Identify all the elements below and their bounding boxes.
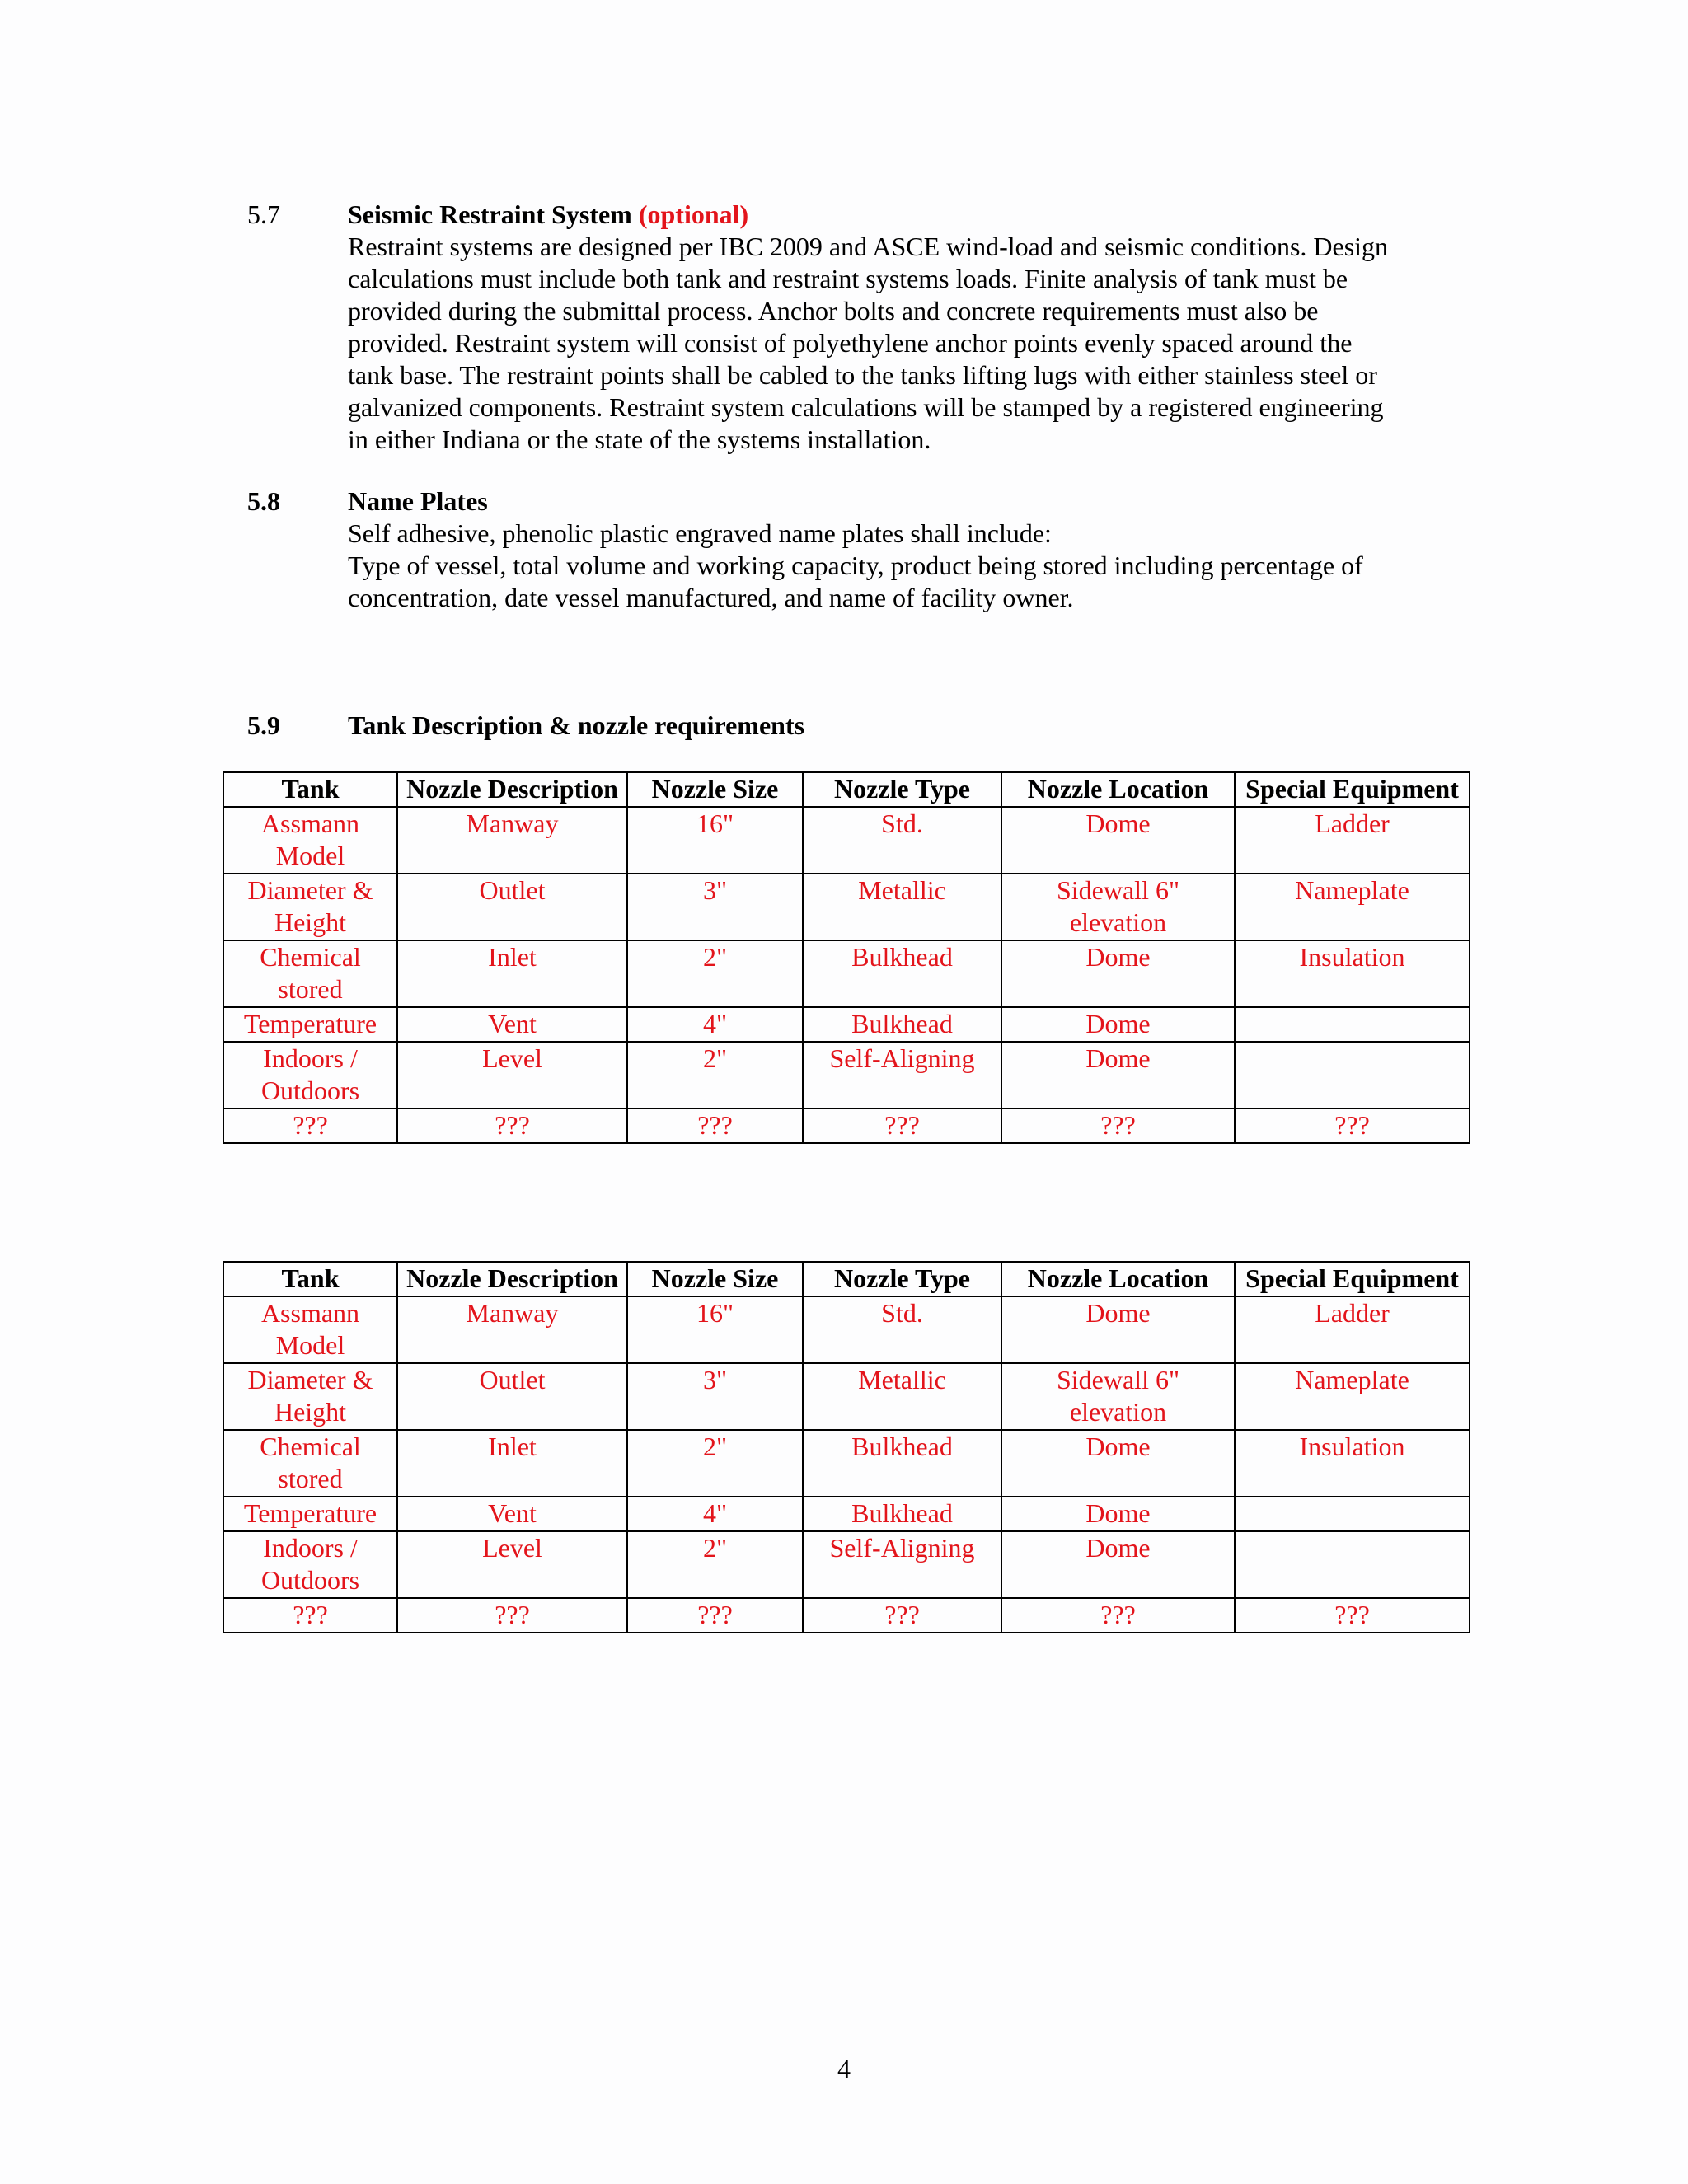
table-cell: ??? <box>803 1598 1001 1633</box>
nozzle-table-2 <box>223 1261 1470 1633</box>
header-nozzle-location: Nozzle Location <box>1001 772 1235 807</box>
table-cell: Dome <box>1001 1296 1235 1363</box>
header-nozzle-size: Nozzle Size <box>627 772 803 807</box>
header-nozzle-description: Nozzle Description <box>397 772 627 807</box>
table-cell: Level <box>397 1531 627 1598</box>
header-nozzle-type: Nozzle Type <box>803 1262 1001 1296</box>
table-row <box>223 1531 1470 1598</box>
table-cell: ??? <box>397 1108 627 1143</box>
table-cell: Inlet <box>397 940 627 1007</box>
table-cell: ??? <box>803 1108 1001 1143</box>
table-row <box>223 1007 1470 1042</box>
section-body <box>348 710 1452 742</box>
table-cell: Bulkhead <box>803 1430 1001 1497</box>
table-cell: Diameter & Height <box>223 1363 397 1430</box>
table-cell: Dome <box>1001 1531 1235 1598</box>
table-cell: Dome <box>1001 1042 1235 1108</box>
paragraph-line: tank base. The restraint points shall be cabled to the tanks lifting lugs with either stainless steel or <box>348 360 1377 390</box>
table-cell: ??? <box>1001 1108 1235 1143</box>
table-cell: Temperature <box>223 1497 397 1531</box>
header-tank: Tank <box>223 1262 397 1296</box>
table-row <box>223 1042 1470 1108</box>
table-row <box>223 1363 1470 1430</box>
section-number: 5.7 <box>247 199 280 229</box>
table-cell: Outlet <box>397 874 627 940</box>
table-cell: 16" <box>627 807 803 874</box>
optional-tag: (optional) <box>638 199 749 229</box>
paragraph-line: provided during the submittal process. Anchor bolts and concrete requirements must also be <box>348 296 1319 326</box>
table-cell: Indoors / Outdoors <box>223 1531 397 1598</box>
table-cell: Metallic <box>803 874 1001 940</box>
header-special-equipment: Special Equipment <box>1235 772 1470 807</box>
section-number: 5.8 <box>247 486 280 516</box>
table-cell: Diameter & Height <box>223 874 397 940</box>
table-cell: Nameplate <box>1235 874 1470 940</box>
table-cell: Temperature <box>223 1007 397 1042</box>
table-cell: Chemical stored <box>223 940 397 1007</box>
section-body <box>348 485 1452 614</box>
table-cell: Bulkhead <box>803 940 1001 1007</box>
table-row <box>223 1497 1470 1531</box>
paragraph-line: Restraint systems are designed per IBC 2009 and ASCE wind-load and seismic conditions. Design <box>348 232 1389 261</box>
table-cell: ??? <box>627 1108 803 1143</box>
header-nozzle-location: Nozzle Location <box>1001 1262 1235 1296</box>
table-row <box>223 1108 1470 1143</box>
table-cell: ??? <box>397 1598 627 1633</box>
table-cell: ??? <box>223 1598 397 1633</box>
table-cell: Self-Aligning <box>803 1531 1001 1598</box>
table-row <box>223 1296 1470 1363</box>
table-cell: Vent <box>397 1497 627 1531</box>
table-cell: ??? <box>1235 1108 1470 1143</box>
table-row <box>223 1430 1470 1497</box>
paragraph-line: provided. Restraint system will consist of polyethylene anchor points evenly spaced around the <box>348 328 1353 358</box>
table-cell: Bulkhead <box>803 1007 1001 1042</box>
table-cell: Dome <box>1001 1430 1235 1497</box>
paragraph-line: concentration, date vessel manufactured, and name of facility owner. <box>348 583 1074 612</box>
table-cell: Dome <box>1001 1497 1235 1531</box>
table-cell: Ladder <box>1235 807 1470 874</box>
table-cell: Self-Aligning <box>803 1042 1001 1108</box>
table-cell: ??? <box>1001 1598 1235 1633</box>
section-body <box>348 199 1452 456</box>
table-cell: Chemical stored <box>223 1430 397 1497</box>
table-cell: Insulation <box>1235 1430 1470 1497</box>
section-title: Tank Description & nozzle requirements <box>348 710 805 740</box>
table-cell: Bulkhead <box>803 1497 1001 1531</box>
table-cell: Dome <box>1001 1007 1235 1042</box>
paragraph-line: calculations must include both tank and restraint systems loads. Finite analysis of tank must be <box>348 264 1348 293</box>
table-cell: 2" <box>627 1531 803 1598</box>
table-cell: 4" <box>627 1007 803 1042</box>
header-nozzle-type: Nozzle Type <box>803 772 1001 807</box>
table-row <box>223 1598 1470 1633</box>
paragraph-line: in either Indiana or the state of the systems installation. <box>348 424 931 454</box>
table-cell: Level <box>397 1042 627 1108</box>
nozzle-table-1 <box>223 771 1470 1144</box>
table-cell: ??? <box>1235 1598 1470 1633</box>
table-cell: Manway <box>397 807 627 874</box>
table-row <box>223 874 1470 940</box>
table-cell: Std. <box>803 1296 1001 1363</box>
table-cell: ??? <box>627 1598 803 1633</box>
table-cell: Inlet <box>397 1430 627 1497</box>
section-title: Seismic Restraint System <box>348 199 632 229</box>
table-cell: Indoors / Outdoors <box>223 1042 397 1108</box>
section-title: Name Plates <box>348 486 488 516</box>
section-heading <box>348 199 1452 231</box>
table-cell: 2" <box>627 940 803 1007</box>
table-cell: Ladder <box>1235 1296 1470 1363</box>
table-cell <box>1235 1042 1470 1108</box>
table-cell: Insulation <box>1235 940 1470 1007</box>
table-cell: ??? <box>223 1108 397 1143</box>
table-cell: 4" <box>627 1497 803 1531</box>
table-header-row <box>223 1262 1470 1296</box>
table-cell: 2" <box>627 1042 803 1108</box>
table-cell: Manway <box>397 1296 627 1363</box>
table-cell: 3" <box>627 1363 803 1430</box>
header-nozzle-description: Nozzle Description <box>397 1262 627 1296</box>
table-cell: Sidewall 6" elevation <box>1001 1363 1235 1430</box>
table-cell: Dome <box>1001 940 1235 1007</box>
table-cell: Dome <box>1001 807 1235 874</box>
table-cell: Outlet <box>397 1363 627 1430</box>
table-cell: 16" <box>627 1296 803 1363</box>
table-row <box>223 940 1470 1007</box>
header-special-equipment: Special Equipment <box>1235 1262 1470 1296</box>
header-nozzle-size: Nozzle Size <box>627 1262 803 1296</box>
section-number: 5.9 <box>247 710 280 740</box>
table-header-row <box>223 772 1470 807</box>
paragraph-line: galvanized components. Restraint system calculations will be stamped by a registered engineering <box>348 392 1384 422</box>
table-cell <box>1235 1497 1470 1531</box>
header-tank: Tank <box>223 772 397 807</box>
table-cell: Assmann Model <box>223 807 397 874</box>
table-cell <box>1235 1007 1470 1042</box>
table-cell: Sidewall 6" elevation <box>1001 874 1235 940</box>
table-cell: Vent <box>397 1007 627 1042</box>
table-cell <box>1235 1531 1470 1598</box>
table-cell: 3" <box>627 874 803 940</box>
table-row <box>223 807 1470 874</box>
paragraph-line: Self adhesive, phenolic plastic engraved name plates shall include: <box>348 518 1052 548</box>
table-cell: Nameplate <box>1235 1363 1470 1430</box>
table-cell: Metallic <box>803 1363 1001 1430</box>
table-cell: Std. <box>803 807 1001 874</box>
table-cell: 2" <box>627 1430 803 1497</box>
page-number: 4 <box>837 2054 851 2083</box>
paragraph-line: Type of vessel, total volume and working capacity, product being stored including percentage of <box>348 551 1363 580</box>
table-cell: Assmann Model <box>223 1296 397 1363</box>
